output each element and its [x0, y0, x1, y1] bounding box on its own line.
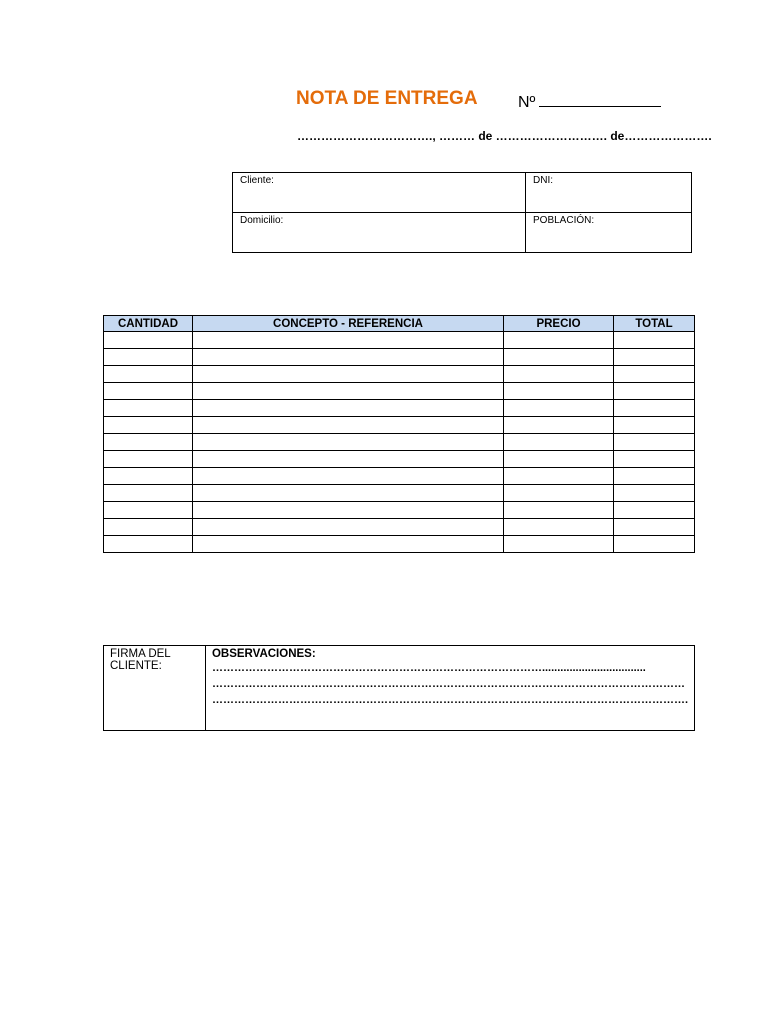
concepto-cell[interactable] [193, 451, 504, 468]
concepto-cell[interactable] [193, 349, 504, 366]
total-cell[interactable] [614, 349, 695, 366]
total-cell[interactable] [614, 502, 695, 519]
number-blank-line [539, 92, 661, 107]
col-cantidad: CANTIDAD [104, 316, 193, 332]
firma-cell [104, 646, 206, 731]
total-cell[interactable] [614, 519, 695, 536]
dni-label: DNI: [533, 175, 553, 186]
precio-cell[interactable] [504, 536, 614, 553]
observaciones-line-1: ……………………………………………………………………………….................................. [211, 662, 646, 674]
date-line: ……………………………., ……… de ………………………. de…………………. [297, 129, 712, 143]
domicilio-label: Domicilio: [240, 215, 284, 226]
cantidad-cell[interactable] [104, 502, 193, 519]
document-title: NOTA DE ENTREGA [296, 88, 478, 109]
cantidad-cell[interactable] [104, 434, 193, 451]
cantidad-cell[interactable] [104, 485, 193, 502]
concepto-cell[interactable] [193, 485, 504, 502]
items-table [103, 315, 695, 553]
precio-cell[interactable] [504, 451, 614, 468]
col-total: TOTAL [614, 316, 695, 332]
item-row [104, 519, 695, 536]
concepto-cell[interactable] [193, 519, 504, 536]
total-cell[interactable] [614, 366, 695, 383]
dni-cell [526, 173, 692, 213]
concepto-cell[interactable] [193, 332, 504, 349]
precio-cell[interactable] [504, 502, 614, 519]
cantidad-cell[interactable] [104, 332, 193, 349]
concepto-cell[interactable] [193, 383, 504, 400]
cantidad-cell[interactable] [104, 349, 193, 366]
item-row [104, 485, 695, 502]
col-concepto: CONCEPTO - REFERENCIA [193, 316, 504, 332]
cantidad-cell[interactable] [104, 383, 193, 400]
total-cell[interactable] [614, 434, 695, 451]
concepto-cell[interactable] [193, 400, 504, 417]
item-row [104, 332, 695, 349]
item-row [104, 536, 695, 553]
cliente-label: Cliente: [240, 175, 274, 186]
precio-cell[interactable] [504, 366, 614, 383]
client-info-table [232, 172, 692, 253]
observaciones-cell [205, 646, 694, 731]
total-cell[interactable] [614, 485, 695, 502]
delivery-number [518, 92, 661, 112]
item-row [104, 434, 695, 451]
precio-cell[interactable] [504, 434, 614, 451]
total-cell[interactable] [614, 400, 695, 417]
cliente-cell [233, 173, 526, 213]
cantidad-cell[interactable] [104, 366, 193, 383]
concepto-cell[interactable] [193, 366, 504, 383]
concepto-cell[interactable] [193, 417, 504, 434]
item-row [104, 366, 695, 383]
cantidad-cell[interactable] [104, 519, 193, 536]
item-row [104, 400, 695, 417]
item-row [104, 383, 695, 400]
total-cell[interactable] [614, 451, 695, 468]
cantidad-cell[interactable] [104, 417, 193, 434]
cantidad-cell[interactable] [104, 400, 193, 417]
item-row [104, 417, 695, 434]
concepto-cell[interactable] [193, 434, 504, 451]
items-header-row [104, 316, 695, 332]
observaciones-line-2: ………………………………………………………………………………………………………………… [211, 678, 685, 690]
item-row [104, 451, 695, 468]
item-row [104, 468, 695, 485]
precio-cell[interactable] [504, 485, 614, 502]
precio-cell[interactable] [504, 383, 614, 400]
total-cell[interactable] [614, 417, 695, 434]
concepto-cell[interactable] [193, 536, 504, 553]
item-row [104, 349, 695, 366]
concepto-cell[interactable] [193, 502, 504, 519]
cantidad-cell[interactable] [104, 451, 193, 468]
observaciones-line-3: …………………………………………………………………………………………………………………. [211, 694, 688, 706]
observaciones-label: OBSERVACIONES: [211, 648, 316, 660]
col-precio: PRECIO [504, 316, 614, 332]
precio-cell[interactable] [504, 519, 614, 536]
precio-cell[interactable] [504, 349, 614, 366]
total-cell[interactable] [614, 468, 695, 485]
total-cell[interactable] [614, 332, 695, 349]
total-cell[interactable] [614, 383, 695, 400]
total-cell[interactable] [614, 536, 695, 553]
poblacion-cell [526, 213, 692, 253]
cantidad-cell[interactable] [104, 536, 193, 553]
signature-table [103, 645, 695, 731]
precio-cell[interactable] [504, 468, 614, 485]
precio-cell[interactable] [504, 400, 614, 417]
firma-label: FIRMA DEL CLIENTE: [110, 648, 171, 672]
number-label: Nº [518, 94, 536, 111]
domicilio-cell [233, 213, 526, 253]
cantidad-cell[interactable] [104, 468, 193, 485]
poblacion-label: POBLACIÓN: [533, 215, 595, 226]
precio-cell[interactable] [504, 332, 614, 349]
precio-cell[interactable] [504, 417, 614, 434]
item-row [104, 502, 695, 519]
concepto-cell[interactable] [193, 468, 504, 485]
